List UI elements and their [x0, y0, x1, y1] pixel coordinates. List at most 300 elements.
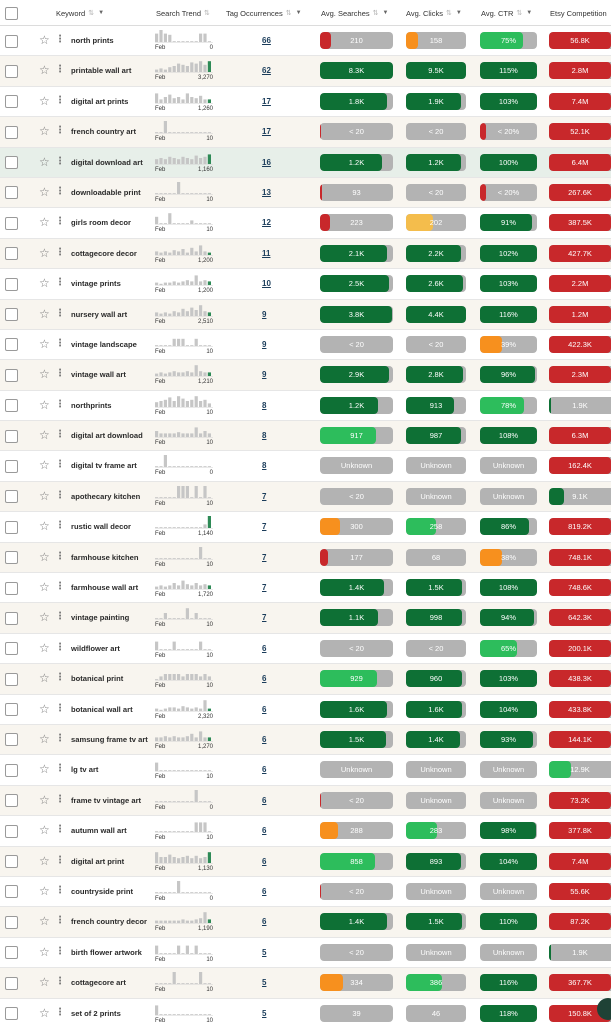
tag-occurrences-link[interactable]: 5 — [262, 947, 267, 957]
sparkline-bar — [190, 734, 193, 741]
table-row[interactable] — [0, 148, 611, 178]
bar-value: 200.1K — [568, 643, 592, 653]
search-trend-sparkline — [155, 636, 215, 662]
sparkline-bar — [186, 801, 189, 802]
sort-icon[interactable]: ⇅ — [285, 10, 292, 17]
tag-occurrences-link[interactable]: 12 — [262, 218, 271, 228]
avg-searches-bar — [320, 974, 393, 991]
filter-icon[interactable]: ▼ — [455, 10, 462, 16]
table-row[interactable] — [0, 330, 611, 360]
header-search-trend[interactable]: Search Trend ⇅ — [156, 8, 210, 18]
bar-value: 1.2K — [348, 157, 365, 167]
avg-searches-bar — [320, 427, 393, 444]
avg-ctr-bar — [480, 245, 537, 262]
row-checkbox[interactable] — [5, 399, 18, 412]
trend-end-label: 1,130 — [197, 865, 213, 872]
sparkline-bar — [168, 68, 171, 73]
sparkline-bar — [190, 831, 193, 832]
bar-value: 110% — [499, 917, 518, 927]
avg-searches-bar — [320, 245, 393, 262]
sparkline-bar — [181, 983, 184, 984]
star-icon[interactable]: ☆ — [39, 671, 50, 686]
tag-occurrences-link[interactable]: 7 — [262, 613, 267, 623]
tag-occurrences-link[interactable]: 6 — [262, 704, 267, 714]
table-row[interactable] — [0, 573, 611, 603]
table-row[interactable] — [0, 603, 611, 633]
sparkline-bar — [155, 527, 158, 528]
more-options-icon[interactable]: ⋮ — [55, 94, 65, 106]
more-options-icon[interactable]: ⋮ — [55, 34, 65, 45]
star-icon[interactable]: ☆ — [39, 33, 50, 47]
search-trend-sparkline — [155, 788, 215, 814]
row-checkbox[interactable] — [5, 916, 18, 929]
more-options-icon[interactable]: ⋮ — [55, 368, 65, 380]
table-row[interactable] — [0, 239, 611, 269]
more-options-icon[interactable]: ⋮ — [55, 884, 65, 896]
table-row[interactable] — [0, 877, 611, 907]
tag-occurrences-link[interactable]: 8 — [262, 431, 267, 441]
row-checkbox[interactable] — [5, 460, 18, 473]
header-etsy-competition[interactable]: Etsy Competition — [550, 8, 607, 18]
sparkline-bar — [177, 486, 180, 498]
row-checkbox[interactable] — [5, 946, 18, 959]
sparkline-bar — [203, 525, 206, 529]
sparkline-bar — [186, 892, 189, 893]
select-all-checkbox[interactable] — [5, 7, 18, 20]
sparkline-bar — [155, 402, 158, 407]
more-options-icon[interactable]: ⋮ — [55, 702, 65, 714]
more-options-icon[interactable]: ⋮ — [55, 185, 65, 197]
tag-occurrences-link[interactable]: 6 — [262, 643, 267, 653]
more-options-icon[interactable]: ⋮ — [55, 246, 65, 258]
star-icon[interactable]: ☆ — [39, 640, 50, 655]
more-options-icon[interactable]: ⋮ — [55, 854, 65, 866]
star-icon[interactable]: ☆ — [39, 580, 50, 595]
sparkline-bar — [208, 312, 211, 316]
more-options-icon[interactable]: ⋮ — [55, 307, 65, 319]
row-checkbox[interactable] — [5, 582, 18, 595]
tag-occurrences-link[interactable]: 9 — [262, 370, 267, 380]
sparkline-bar — [173, 707, 176, 711]
star-icon[interactable]: ☆ — [39, 336, 50, 351]
star-icon[interactable]: ☆ — [39, 792, 50, 807]
sparkline-bar — [203, 467, 206, 468]
table-row[interactable] — [0, 512, 611, 542]
filter-icon[interactable]: ▼ — [295, 10, 302, 16]
bar-value: < 20 — [428, 643, 444, 653]
etsy-competition-bar — [549, 609, 611, 626]
row-checkbox[interactable] — [5, 278, 18, 291]
tag-occurrences-link[interactable]: 13 — [262, 187, 271, 197]
star-icon[interactable]: ☆ — [39, 124, 50, 139]
row-checkbox[interactable] — [5, 308, 18, 321]
search-trend-sparkline — [155, 666, 215, 692]
bar-value: 52.1K — [570, 127, 590, 137]
trend-end-label: 10 — [206, 348, 213, 355]
more-options-icon[interactable]: ⋮ — [55, 824, 65, 836]
table-row[interactable] — [0, 634, 611, 664]
tag-occurrences-link[interactable]: 7 — [262, 491, 267, 501]
avg-searches-bar — [320, 609, 393, 626]
bar-value: 300 — [350, 522, 363, 532]
keyword-text: set of 2 prints — [71, 1008, 121, 1018]
search-trend-sparkline — [155, 575, 215, 601]
sparkline-bar — [181, 308, 184, 315]
star-icon[interactable]: ☆ — [39, 883, 50, 898]
tag-occurrences-link[interactable]: 9 — [262, 339, 267, 349]
more-options-icon[interactable]: ⋮ — [55, 1006, 65, 1018]
tag-occurrences-link[interactable]: 11 — [262, 248, 271, 258]
tag-occurrences-link[interactable]: 6 — [262, 765, 267, 775]
star-icon[interactable]: ☆ — [39, 1005, 50, 1020]
star-icon[interactable]: ☆ — [39, 762, 50, 777]
table-row[interactable] — [0, 907, 611, 937]
tag-occurrences-link[interactable]: 5 — [262, 1008, 267, 1018]
star-icon[interactable]: ☆ — [39, 93, 50, 108]
more-options-icon[interactable]: ⋮ — [55, 429, 65, 441]
star-icon[interactable]: ☆ — [39, 215, 50, 230]
more-options-icon[interactable]: ⋮ — [55, 976, 65, 988]
sparkline-bar — [181, 486, 184, 498]
star-icon[interactable]: ☆ — [39, 428, 50, 443]
bar-value: < 20 — [349, 886, 364, 896]
table-row[interactable] — [0, 208, 611, 238]
sparkline-bar — [155, 467, 158, 468]
tag-occurrences-link[interactable]: 8 — [262, 461, 267, 471]
table-row[interactable] — [0, 664, 611, 694]
sparkline-bar — [203, 649, 206, 650]
star-icon[interactable]: ☆ — [39, 701, 50, 716]
sparkline-bar — [177, 41, 180, 42]
sparkline-bar — [159, 69, 162, 73]
sparkline-bar — [159, 831, 162, 832]
tag-occurrences-link[interactable]: 6 — [262, 856, 267, 866]
star-icon[interactable]: ☆ — [39, 184, 50, 199]
trend-end-label: 10 — [206, 683, 213, 690]
sparkline-bar — [168, 1014, 171, 1015]
avg-ctr-bar — [480, 822, 537, 839]
row-checkbox[interactable] — [5, 217, 18, 230]
star-icon[interactable]: ☆ — [39, 245, 50, 260]
sort-icon[interactable]: ⇅ — [88, 10, 95, 17]
tag-occurrences-link[interactable]: 10 — [262, 279, 271, 289]
row-checkbox[interactable] — [5, 673, 18, 686]
bar-value: 1.2M — [571, 309, 589, 319]
sparkline-bar — [181, 619, 184, 620]
more-options-icon[interactable]: ⋮ — [55, 64, 65, 76]
row-checkbox[interactable] — [5, 65, 18, 78]
sparkline-bar — [190, 221, 193, 225]
search-trend-sparkline — [155, 484, 215, 510]
avg-ctr-bar — [480, 731, 537, 748]
table-row[interactable] — [0, 786, 611, 816]
sparkline-bar — [203, 892, 206, 893]
trend-start-label: Feb — [155, 987, 166, 994]
sort-icon[interactable]: ⇅ — [445, 10, 452, 17]
table-row[interactable] — [0, 451, 611, 481]
sparkline-bar — [164, 455, 167, 467]
row-checkbox[interactable] — [5, 612, 18, 625]
keyword-text: downloadable print — [71, 187, 141, 197]
row-checkbox[interactable] — [5, 430, 18, 443]
more-options-icon[interactable]: ⋮ — [55, 763, 65, 775]
table-row[interactable] — [0, 300, 611, 330]
more-options-icon[interactable]: ⋮ — [55, 155, 65, 167]
table-row[interactable] — [0, 999, 611, 1024]
avg-ctr-bar — [480, 944, 537, 961]
row-checkbox[interactable] — [5, 885, 18, 898]
star-icon[interactable]: ☆ — [39, 276, 50, 291]
tag-occurrences-link[interactable]: 62 — [262, 66, 271, 76]
tag-occurrences-link[interactable]: 9 — [262, 309, 267, 319]
star-icon[interactable]: ☆ — [39, 549, 50, 564]
sparkline-bar — [164, 312, 167, 316]
sparkline-bar — [186, 674, 189, 680]
sort-icon[interactable]: ⇅ — [204, 10, 210, 17]
search-trend-sparkline — [155, 362, 215, 388]
sparkline-bar — [177, 945, 180, 953]
table-row[interactable] — [0, 695, 611, 725]
filter-icon[interactable]: ▼ — [526, 10, 533, 16]
star-icon[interactable]: ☆ — [39, 519, 50, 534]
star-icon[interactable]: ☆ — [39, 975, 50, 990]
table-row[interactable] — [0, 269, 611, 299]
more-options-icon[interactable]: ⋮ — [55, 945, 65, 957]
sparkline-bar — [181, 373, 184, 377]
star-icon[interactable]: ☆ — [39, 823, 50, 838]
sparkline-bar — [195, 41, 198, 42]
more-options-icon[interactable]: ⋮ — [55, 520, 65, 532]
sparkline-bar — [208, 677, 211, 681]
row-checkbox[interactable] — [5, 855, 18, 868]
row-checkbox[interactable] — [5, 126, 18, 139]
more-options-icon[interactable]: ⋮ — [55, 277, 65, 289]
table-row[interactable] — [0, 87, 611, 117]
sort-icon[interactable]: ⇅ — [516, 10, 523, 17]
bar-value: Unknown — [420, 461, 452, 471]
table-row[interactable] — [0, 421, 611, 451]
sparkline-bar — [203, 1014, 206, 1015]
keyword-text: apothecary kitchen — [71, 491, 141, 501]
sparkline-bar — [173, 674, 176, 680]
sparkline-bar — [164, 345, 167, 346]
tag-occurrences-link[interactable]: 6 — [262, 917, 267, 927]
more-options-icon[interactable]: ⋮ — [55, 581, 65, 593]
sparkline-bar — [173, 736, 176, 741]
sparkline-bar — [173, 583, 176, 589]
trend-start-label: Feb — [155, 561, 166, 568]
row-checkbox[interactable] — [5, 764, 18, 777]
table-row[interactable] — [0, 938, 611, 968]
table-row[interactable] — [0, 26, 611, 56]
bar-value: 91% — [500, 218, 516, 228]
more-options-icon[interactable]: ⋮ — [55, 672, 65, 684]
sparkline-bar — [199, 433, 202, 437]
star-icon[interactable]: ☆ — [39, 731, 50, 746]
row-checkbox[interactable] — [5, 733, 18, 746]
row-checkbox[interactable] — [5, 794, 18, 807]
bar-value: 283 — [429, 826, 443, 836]
row-checkbox[interactable] — [5, 825, 18, 838]
row-checkbox[interactable] — [5, 1007, 18, 1020]
more-options-icon[interactable]: ⋮ — [55, 793, 65, 805]
row-checkbox[interactable] — [5, 703, 18, 716]
sparkline-bar — [190, 307, 193, 315]
table-row[interactable] — [0, 178, 611, 208]
tag-occurrences-link[interactable]: 6 — [262, 795, 267, 805]
more-options-icon[interactable]: ⋮ — [55, 216, 65, 228]
row-checkbox[interactable] — [5, 95, 18, 108]
more-options-icon[interactable]: ⋮ — [55, 732, 65, 744]
bar-value: 1.9K — [428, 96, 444, 106]
row-checkbox[interactable] — [5, 977, 18, 990]
row-checkbox[interactable] — [5, 338, 18, 351]
table-row[interactable] — [0, 755, 611, 785]
star-icon[interactable]: ☆ — [39, 63, 50, 78]
sparkline-bar — [155, 852, 158, 863]
sort-icon[interactable]: ⇅ — [372, 10, 379, 17]
sparkline-bar — [168, 497, 171, 498]
row-checkbox[interactable] — [5, 247, 18, 260]
tag-occurrences-link[interactable]: 66 — [262, 36, 271, 45]
table-row[interactable] — [0, 968, 611, 998]
star-icon[interactable]: ☆ — [39, 853, 50, 868]
tag-occurrences-link[interactable]: 17 — [262, 127, 271, 137]
keyword-text: birth flower artwork — [71, 947, 142, 957]
tag-occurrences-link[interactable]: 7 — [262, 552, 267, 562]
sparkline-bar — [195, 396, 198, 407]
tag-occurrences-link[interactable]: 7 — [262, 583, 267, 593]
star-icon[interactable]: ☆ — [39, 397, 50, 412]
more-options-icon[interactable]: ⋮ — [55, 915, 65, 927]
more-options-icon[interactable]: ⋮ — [55, 459, 65, 471]
sparkline-bar — [190, 558, 193, 559]
tag-occurrences-link[interactable]: 5 — [262, 978, 267, 988]
sparkline-bar — [177, 97, 180, 103]
search-trend-sparkline — [155, 28, 215, 54]
table-row[interactable] — [0, 816, 611, 846]
star-icon[interactable]: ☆ — [39, 458, 50, 473]
avg-clicks-bar — [406, 944, 466, 961]
trend-end-label: 10 — [206, 987, 213, 994]
row-checkbox[interactable] — [5, 490, 18, 503]
sparkline-bar — [173, 311, 176, 316]
search-trend-sparkline — [155, 879, 215, 905]
table-row[interactable] — [0, 543, 611, 573]
sparkline-bar — [203, 65, 206, 72]
header-avg-searches[interactable]: Avg. Searches ⇅ ▼ — [321, 8, 389, 18]
sparkline-bar — [159, 857, 162, 863]
bar-value: 1.9K — [572, 400, 588, 410]
table-row[interactable] — [0, 391, 611, 421]
row-checkbox[interactable] — [5, 642, 18, 655]
sparkline-bar — [173, 282, 176, 286]
bar-value: 7.4M — [571, 96, 589, 106]
more-options-icon[interactable]: ⋮ — [55, 611, 65, 623]
avg-searches-bar — [320, 62, 393, 79]
avg-ctr-bar — [480, 214, 537, 231]
tag-occurrences-link[interactable]: 6 — [262, 886, 267, 896]
bar-value: Unknown — [340, 765, 373, 775]
sparkline-bar — [208, 649, 211, 650]
header-keyword[interactable]: Keyword ⇅ ▼ — [56, 8, 105, 18]
sparkline-bar — [168, 585, 171, 589]
table-row[interactable] — [0, 482, 611, 512]
header-tag-occurrences[interactable]: Tag Occurrences ⇅ ▼ — [226, 8, 302, 18]
tag-occurrences-link[interactable]: 16 — [262, 157, 271, 167]
avg-clicks-bar — [406, 609, 466, 626]
tag-occurrences-link[interactable]: 17 — [262, 96, 271, 106]
avg-clicks-bar — [406, 1005, 466, 1022]
bar-value: Unknown — [492, 491, 525, 501]
row-checkbox[interactable] — [5, 369, 18, 382]
table-row[interactable] — [0, 56, 611, 86]
row-checkbox[interactable] — [5, 35, 18, 48]
more-options-icon[interactable]: ⋮ — [55, 550, 65, 562]
filter-icon[interactable]: ▼ — [382, 10, 389, 16]
more-options-icon[interactable]: ⋮ — [55, 641, 65, 653]
trend-start-label: Feb — [155, 895, 166, 902]
star-icon[interactable]: ☆ — [39, 306, 50, 321]
sparkline-bar — [168, 94, 171, 102]
table-row[interactable] — [0, 117, 611, 147]
row-checkbox[interactable] — [5, 156, 18, 169]
sparkline-bar — [159, 252, 162, 254]
tag-occurrences-link[interactable]: 6 — [262, 734, 267, 744]
sparkline-bar — [177, 224, 180, 225]
sparkline-bar — [168, 35, 171, 42]
sparkline-bar — [159, 527, 162, 528]
filter-icon[interactable]: ▼ — [98, 10, 105, 16]
avg-clicks-bar — [406, 306, 466, 323]
header-avg-clicks[interactable]: Avg. Clicks ⇅ ▼ — [406, 8, 462, 18]
tag-occurrences-link[interactable]: 8 — [262, 400, 267, 410]
sparkline-bar — [208, 132, 211, 133]
row-checkbox[interactable] — [5, 551, 18, 564]
bar-value: 386 — [429, 978, 443, 988]
avg-searches-bar — [320, 1005, 393, 1022]
bar-value: < 20 — [349, 643, 364, 653]
more-options-icon[interactable]: ⋮ — [55, 337, 65, 349]
avg-ctr-bar — [480, 275, 537, 292]
tag-occurrences-link[interactable]: 6 — [262, 826, 267, 836]
more-options-icon[interactable]: ⋮ — [55, 398, 65, 410]
trend-start-label: Feb — [155, 592, 166, 599]
more-options-icon[interactable]: ⋮ — [55, 125, 65, 137]
row-checkbox[interactable] — [5, 186, 18, 199]
sparkline-bar — [208, 345, 211, 346]
sparkline-bar — [168, 345, 171, 346]
star-icon[interactable]: ☆ — [39, 154, 50, 169]
more-options-icon[interactable]: ⋮ — [55, 489, 65, 501]
star-icon[interactable]: ☆ — [39, 914, 50, 929]
table-row[interactable] — [0, 847, 611, 877]
tag-occurrences-link[interactable]: 6 — [262, 674, 267, 684]
table-row[interactable] — [0, 360, 611, 390]
star-icon[interactable]: ☆ — [39, 367, 50, 382]
header-avg-ctr[interactable]: Avg. CTR ⇅ ▼ — [481, 8, 533, 18]
star-icon[interactable]: ☆ — [39, 944, 50, 959]
table-row[interactable] — [0, 725, 611, 755]
sparkline-bar — [190, 983, 193, 984]
sparkline-bar — [177, 527, 180, 528]
etsy-competition-bar — [549, 792, 611, 809]
row-checkbox[interactable] — [5, 521, 18, 534]
star-icon[interactable]: ☆ — [39, 488, 50, 503]
tag-occurrences-link[interactable]: 7 — [262, 522, 267, 532]
sparkline-bar — [155, 737, 158, 741]
star-icon[interactable]: ☆ — [39, 610, 50, 625]
